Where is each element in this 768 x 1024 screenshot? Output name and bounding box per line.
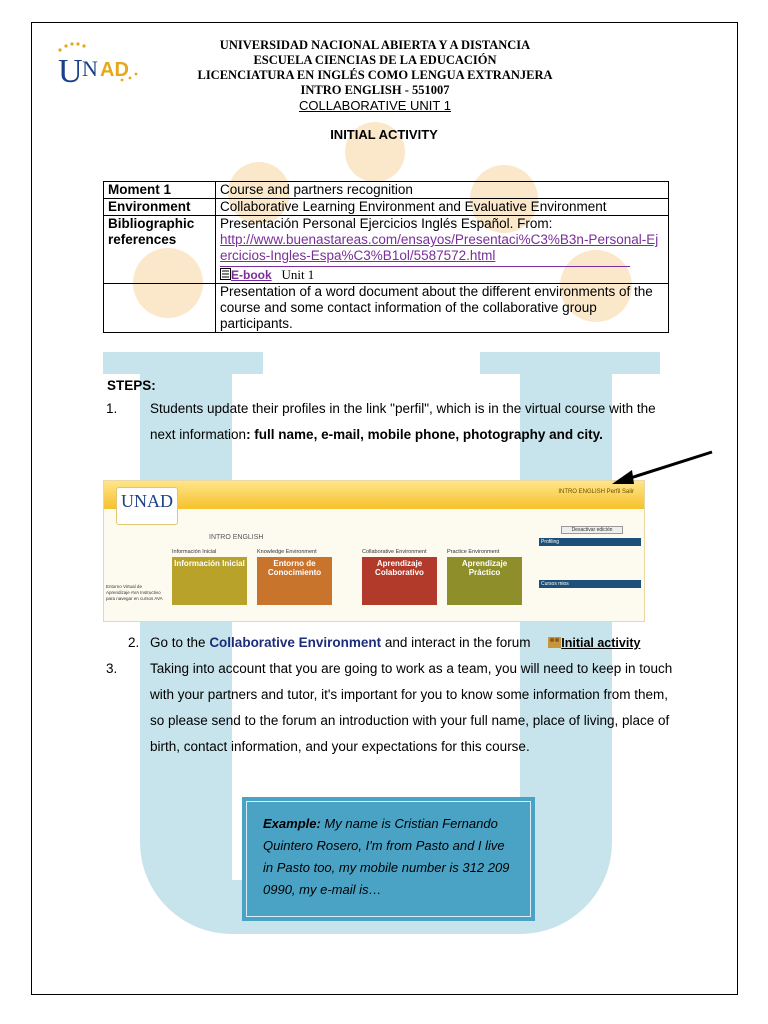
unad-logo <box>52 42 142 88</box>
table-key: Moment 1 <box>104 182 216 199</box>
ebook-row <box>220 267 314 282</box>
table-value: Course and partners recognition <box>216 182 669 199</box>
card-name: Aprendizaje Práctico <box>461 559 508 577</box>
initial-activity-link[interactable]: Initial activity <box>561 636 641 650</box>
activity-title: INITIAL ACTIVITY <box>330 127 438 142</box>
card-label: Collaborative Environment <box>362 549 427 555</box>
screenshot-edit-button: Desactivar edición <box>561 526 623 534</box>
table-value: Collaborative Learning Environment and Evaluative Environment <box>216 199 669 216</box>
program-name: LICENCIATURA EN INGLÉS COMO LENGUA EXTRANJERA <box>197 68 553 82</box>
example-body: My name is Cristian Fernando Quintero Rosero, I'm from Pasto and I live in Pasto too, my mobile number is 312 209 0990, my e-mail is… <box>263 816 510 897</box>
screenshot-title: INTRO ENGLISH <box>209 534 264 541</box>
example-label: Example: <box>263 816 321 831</box>
step-text: Students update their profiles in the link "perfil", which is in the virtual course with the next information <box>150 401 656 442</box>
biblio-link[interactable]: http://www.buenastareas.com/ensayos/Presentaci%C3%B3n-Personal-Ejercicios-Ingles-Espa%C3%B1ol/5587572.html <box>220 232 659 263</box>
screenshot-nav: INTRO ENGLISH Perfil Salir <box>558 489 634 495</box>
card-name: Entorno de Conocimiento <box>267 559 322 577</box>
step-number: 1. <box>106 401 118 416</box>
screenshot-left-text: Entorno Virtual de Aprendizaje AVA Instructivo para navegar en cursos AVA <box>106 584 163 601</box>
ebook-unit: Unit 1 <box>281 267 315 282</box>
table-row <box>104 284 669 333</box>
step-2 <box>128 630 668 656</box>
table-row <box>104 199 669 216</box>
ebook-link[interactable]: E-book <box>231 268 272 282</box>
biblio-text: Presentación Personal Ejercicios Inglés Español. From: <box>220 216 553 231</box>
card-label: Practice Environment <box>447 549 500 555</box>
table-value: Presentation of a word document about the different environments of the course and some contact information of the collaborative group participants. <box>216 284 669 333</box>
card-name: Aprendizaje Colaborativo <box>375 559 424 577</box>
forum-icon <box>548 635 561 648</box>
steps-label: STEPS: <box>107 378 156 393</box>
screenshot-card <box>257 549 332 611</box>
svg-text:N: N <box>82 56 98 81</box>
step-text: Go to the <box>150 635 206 650</box>
document-icon <box>220 268 231 280</box>
collaborative-environment-label: Collaborative Environment <box>209 635 382 650</box>
screenshot-logo: UNAD <box>116 487 178 525</box>
activity-info-table <box>103 181 669 333</box>
card-name: Información Inicial <box>174 559 245 568</box>
card-label: Knowledge Environment <box>257 549 317 555</box>
table-row <box>104 216 669 284</box>
screenshot-topbar <box>104 481 644 509</box>
watermark-bar <box>103 352 263 374</box>
example-box <box>242 797 535 921</box>
university-name: UNIVERSIDAD NACIONAL ABIERTA Y A DISTANCIA <box>219 38 531 52</box>
screenshot-card <box>362 549 437 611</box>
watermark-bar <box>480 352 660 374</box>
virtual-course-screenshot <box>103 480 645 622</box>
table-key <box>104 284 216 333</box>
school-name: ESCUELA CIENCIAS DE LA EDUCACIÓN <box>253 53 497 67</box>
card-label: Información Inicial <box>172 549 217 555</box>
table-row <box>104 182 669 199</box>
svg-text:U: U <box>58 53 83 88</box>
step-number: 2. <box>128 635 140 650</box>
step-text: and interact in the forum <box>384 635 531 650</box>
document-header <box>140 38 610 113</box>
table-key: Bibliographic references <box>104 216 216 284</box>
screenshot-sidebar-bar: Cursos mios <box>539 580 641 588</box>
course-name: INTRO ENGLISH - 551007 <box>300 83 450 97</box>
step-1 <box>106 396 680 448</box>
table-key: Environment <box>104 199 216 216</box>
screenshot-card <box>447 549 522 611</box>
svg-text:AD: AD <box>100 59 129 81</box>
pointer-arrow-icon <box>610 448 715 488</box>
screenshot-sidebar-bar: Profiling <box>539 538 641 546</box>
step-text: Taking into account that you are going to work as a team, you will need to keep in touch with your partners and tutor, it's important for you to know some information from them, so please send to the forum an introduction with your full name, place of living, place of birth, contact information, and your expectations for this course. <box>150 661 673 754</box>
step-3 <box>106 656 680 760</box>
step-number: 3. <box>106 661 118 676</box>
example-text <box>246 801 531 917</box>
screenshot-sidebar <box>539 526 641 618</box>
unit-name: COLLABORATIVE UNIT 1 <box>299 98 451 113</box>
step-bold-text: : full name, e-mail, mobile phone, photography and city. <box>246 427 603 442</box>
screenshot-card <box>172 549 247 611</box>
table-value <box>216 216 669 284</box>
